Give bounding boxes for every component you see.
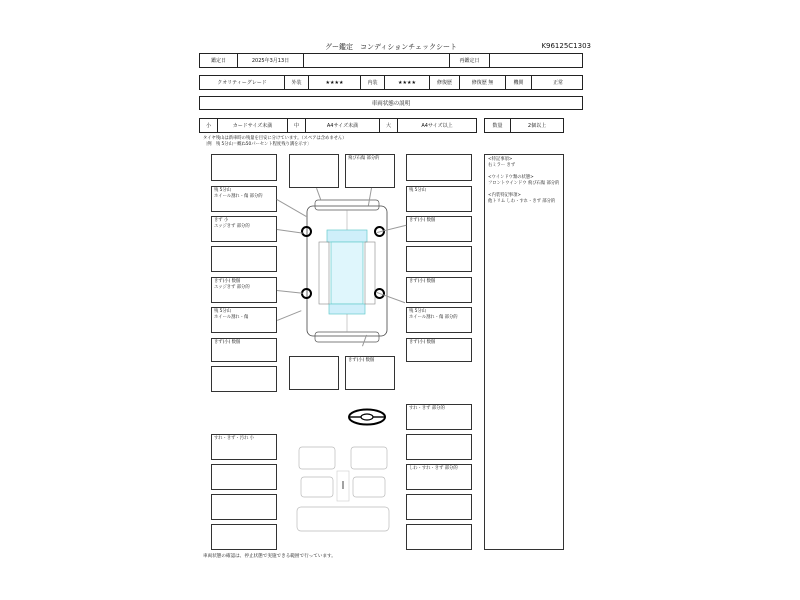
steering-wheel-icon <box>347 408 387 426</box>
rear-left-tire-mark <box>301 288 312 299</box>
right-box-10: しわ・すれ・きず 部分的 <box>406 464 472 490</box>
interior-label: 内装 <box>361 76 385 89</box>
left-box-10 <box>211 464 277 490</box>
legend-mid-desc: A4サイズ未満 <box>306 119 380 132</box>
left-box-12 <box>211 524 277 550</box>
remarks-panel <box>484 154 564 550</box>
right-box-12 <box>406 524 472 550</box>
left-box-2: 残 5分山 ホイール割れ・傷 部分的 <box>211 186 277 212</box>
right-box-6: 残 5分山 ホイール割れ・傷 部分的 <box>406 307 472 333</box>
engine-label: 機関 <box>506 76 532 89</box>
quantity-value: 2個以上 <box>527 123 547 129</box>
legend-small: 小 <box>200 119 218 132</box>
engine-value: 正常 <box>552 80 563 86</box>
front-left-tire-mark <box>301 226 312 237</box>
remarks-heading: <特記事項> <box>488 157 513 162</box>
left-box-3: きず 小 エッジきず 部分的 <box>211 216 277 242</box>
right-box-11 <box>406 494 472 520</box>
legend-large: 大 <box>380 119 398 132</box>
quality-grade-label: クオリティーグレード <box>200 76 285 89</box>
inspection-date-value: 2025年3月13日 <box>238 54 304 67</box>
left-box-7: きず(小) 数個 <box>211 338 277 362</box>
car-top-view-diagram <box>301 196 393 346</box>
window-heading: <ウインドウ類の状態> <box>488 175 534 180</box>
left-box-8 <box>211 366 277 392</box>
reinspection-date-value <box>490 54 584 67</box>
left-box-5: きず(小) 数個 エッジきず 部分的 <box>211 277 277 303</box>
legend-row <box>199 118 477 133</box>
front-left-box <box>289 154 339 188</box>
reinspection-date-label: 再鑑定日 <box>450 54 490 67</box>
legend-mid: 中 <box>288 119 306 132</box>
right-box-2: 残 5分山 <box>406 186 472 212</box>
interior-heading: <内装特記事項> <box>488 193 521 198</box>
interior-item: 他トリム しわ・すれ・きず 部分的 <box>488 199 556 204</box>
tire-note-line1: タイヤ残山は新車時の残量を目安に分けています。（スペアは含めません） <box>203 136 347 141</box>
inspection-date-label: 鑑定日 <box>200 54 238 67</box>
remarks-item: 右ミラー きず <box>488 163 516 168</box>
quantity-row <box>484 118 564 133</box>
window-item: フロントウインドウ 飛び石傷 部分的 <box>488 181 560 186</box>
left-box-9: すれ・きず・汚れ 小 <box>211 434 277 460</box>
section-title-bar <box>199 96 583 110</box>
inspection-date-row <box>199 53 583 68</box>
section-title: 車両状態の説明 <box>371 101 411 107</box>
repair-history-label: 修復歴 <box>430 76 460 89</box>
rear-bumper-box: きず(小) 数個 <box>345 356 395 390</box>
front-glass-box: 飛び石傷 部分的 <box>345 154 395 188</box>
interior-rating: ★★★★ <box>385 76 430 89</box>
right-box-3: きず(小) 数個 <box>406 216 472 242</box>
condition-check-sheet <box>197 36 591 566</box>
right-box-4 <box>406 246 472 272</box>
right-box-1 <box>406 154 472 181</box>
footer-note: 車両状態の確認は、停止状態で実施できる範囲で行っています。 <box>203 554 336 559</box>
exterior-label: 外装 <box>285 76 309 89</box>
left-box-11 <box>211 494 277 520</box>
left-box-4 <box>211 246 277 272</box>
tire-note-line2: 〔例 残 5分山＝概ね50パーセント程度残り溝を示す〕 <box>203 142 312 147</box>
repair-history-value: 修復歴 無 <box>460 76 506 89</box>
sheet-title: グー鑑定 コンディションチェックシート <box>324 43 458 51</box>
right-box-8: すれ・きず 部分的 <box>406 404 472 430</box>
right-box-5: きず(小) 数個 <box>406 277 472 303</box>
right-box-7: きず(小) 数個 <box>406 338 472 362</box>
legend-small-desc: カードサイズ未満 <box>218 119 288 132</box>
left-box-6: 残 5分山 ホイール割れ・傷 <box>211 307 277 333</box>
left-box-1 <box>211 154 277 181</box>
document-id: K96125C1303 <box>541 42 591 50</box>
quality-grade-row <box>199 75 583 90</box>
legend-large-desc: A4サイズ以上 <box>421 123 453 129</box>
right-box-9 <box>406 434 472 460</box>
rear-left-box <box>289 356 339 390</box>
quantity-label: 数量 <box>485 119 511 132</box>
interior-seats-diagram <box>289 441 397 541</box>
empty-cell <box>304 54 450 67</box>
exterior-rating: ★★★★ <box>309 76 361 89</box>
